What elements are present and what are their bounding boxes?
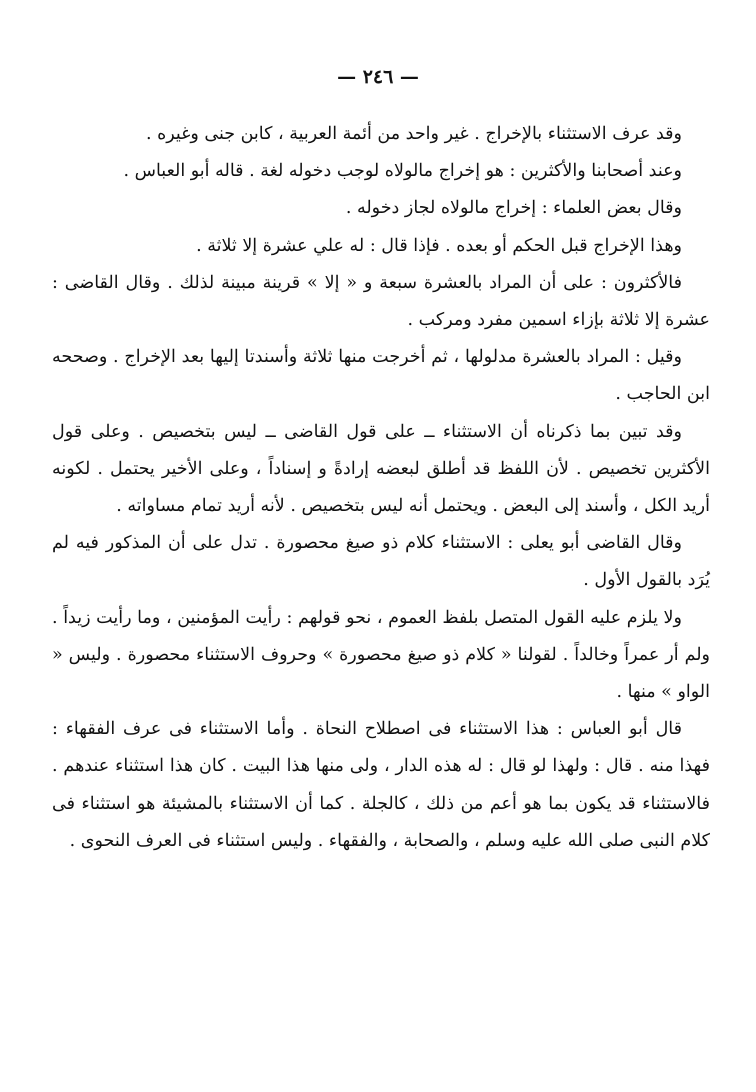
paragraph: وقيل : المراد بالعشرة مدلولها ، ثم أخرجت منها ثلاثة وأسندتا إليها بعد الإخراج . وصححه ابن الحاجب . (52, 347, 710, 405)
paragraph: وقد تبين بما ذكرناه أن الاستثناء ــ على قول القاضى ــ ليس بتخصيص . وعلى قول الأكثرين تخصيص . لأن اللفظ قد أطلق لبعضه إرادةً و إسناداً ، وعلى الأخير يحتمل . لكونه أريد الكل ، وأسند إلى البعض . ويحتمل أنه ليس بتخصيص . لأنه أريد تمام مساواته . (52, 421, 710, 517)
paragraph: وقال بعض العلماء : إخراج مالولاه لجاز دخوله . (345, 198, 682, 219)
paragraph: وقال القاضى أبو يعلى : الاستثناء كلام ذو صيغ محصورة . تدل على أن المذكور فيه لم يُرَد بالقول الأول . (52, 533, 710, 591)
paragraph: فالأكثرون : على أن المراد بالعشرة سبعة و « إلا » قرينة مبينة لذلك . وقال القاضى : عشرة إلا ثلاثة بإزاء اسمين مفرد ومركب . (52, 272, 710, 331)
paragraph: وعند أصحابنا والأكثرين : هو إخراج مالولاه لوجب دخوله لغة . قاله أبو العباس . (123, 161, 682, 182)
body-text (52, 116, 710, 860)
page-number: — ٢٤٦ — (337, 66, 419, 88)
paragraph: وهذا الإخراج قبل الحكم أو بعده . فإذا قال : له علي عشرة إلا ثلاثة . (196, 235, 682, 256)
paragraph: ولا يلزم عليه القول المتصل بلفظ العموم ، نحو قولهم : رأيت المؤمنين ، وما رأيت زيداً . ولم أر عمراً وخالداً . لقولنا « كلام ذو صيغ محصورة » وحروف الاستثناء محصورة . وليس « الواو » منها . (52, 607, 710, 703)
paragraph: وقد عرف الاستثناء بالإخراج . غير واحد من أئمة العربية ، كابن جنى وغيره . (145, 124, 682, 144)
paragraph: قال أبو العباس : هذا الاستثناء فى اصطلاح النحاة . وأما الاستثناء فى عرف الفقهاء : فهذا منه . قال : ولهذا لو قال : له هذه الدار ، ولى منها هذا البيت . كان هذا استثناء عندهم . فالاستثناء قد يكون بما هو أعم من ذلك ، كالجلة . كما أن الاستثناء بالمشيئة هو استثناء فى كلام النبى صلى الله عليه وسلم ، والصحابة ، والفقهاء . وليس استثناء فى العرف النحوى . (52, 719, 710, 851)
